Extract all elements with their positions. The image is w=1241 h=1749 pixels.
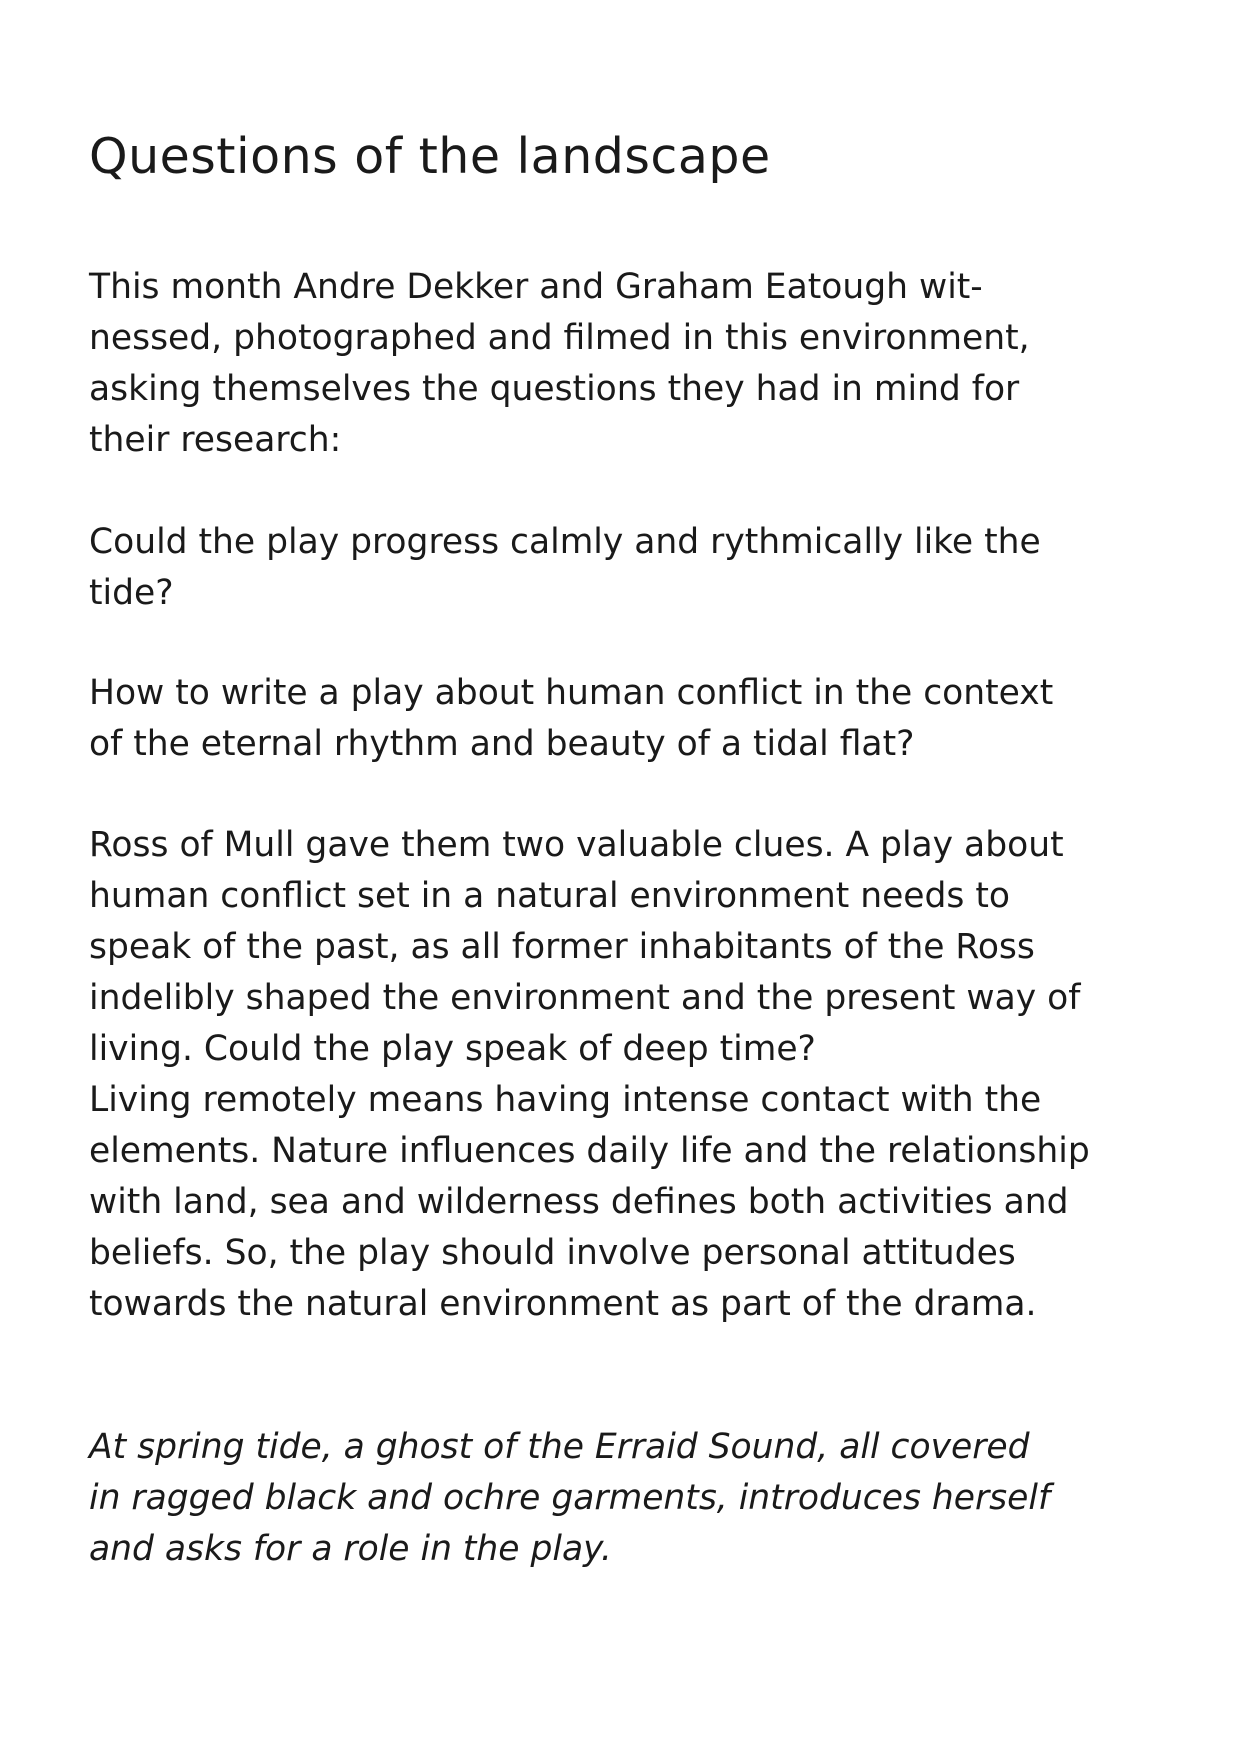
- paragraph-line: elements. Nature influences daily life and the relationship: [89, 1131, 1090, 1171]
- paragraph-line: This month Andre Dekker and Graham Eatough wit-: [89, 267, 983, 307]
- paragraph-line: nessed, photographed and filmed in this environment,: [89, 318, 1030, 358]
- paragraph-line: living. Could the play speak of deep time?: [89, 1029, 816, 1069]
- paragraph-line: asking themselves the questions they had in mind for: [89, 369, 1020, 409]
- paragraph-line: towards the natural environment as part of the drama.: [89, 1284, 1037, 1324]
- paragraph-line: Ross of Mull gave them two valuable clues. A play about: [89, 825, 1064, 865]
- paragraph-line: Could the play progress calmly and rythmically like the: [89, 522, 1041, 562]
- paragraph-line: and asks for a role in the play.: [89, 1529, 612, 1569]
- paragraph-line: speak of the past, as all former inhabitants of the Ross: [89, 927, 1035, 967]
- clues-paragraph: [89, 820, 1159, 1330]
- paragraph-line: beliefs. So, the play should involve personal attitudes: [89, 1233, 1016, 1273]
- page-title: Questions of the landscape: [89, 128, 771, 185]
- paragraph-line: tide?: [89, 573, 174, 613]
- paragraph-line: How to write a play about human conflict in the context: [89, 673, 1054, 713]
- intro-paragraph: [89, 262, 1159, 466]
- ghost-italic-paragraph: [89, 1422, 1159, 1575]
- paragraph-line: Living remotely means having intense contact with the: [89, 1080, 1042, 1120]
- paragraph-line: indelibly shaped the environment and the present way of: [89, 978, 1081, 1018]
- paragraph-line: of the eternal rhythm and beauty of a tidal flat?: [89, 724, 915, 764]
- paragraph-line: with land, sea and wilderness defines both activities and: [89, 1182, 1069, 1222]
- paragraph-line: human conflict set in a natural environment needs to: [89, 876, 1011, 916]
- question-one-paragraph: [89, 517, 1159, 619]
- paragraph-line: At spring tide, a ghost of the Erraid Sound, all covered: [89, 1427, 1030, 1467]
- question-two-paragraph: [89, 668, 1159, 770]
- paragraph-line: in ragged black and ochre garments, introduces herself: [89, 1478, 1051, 1518]
- paragraph-line: their research:: [89, 420, 342, 460]
